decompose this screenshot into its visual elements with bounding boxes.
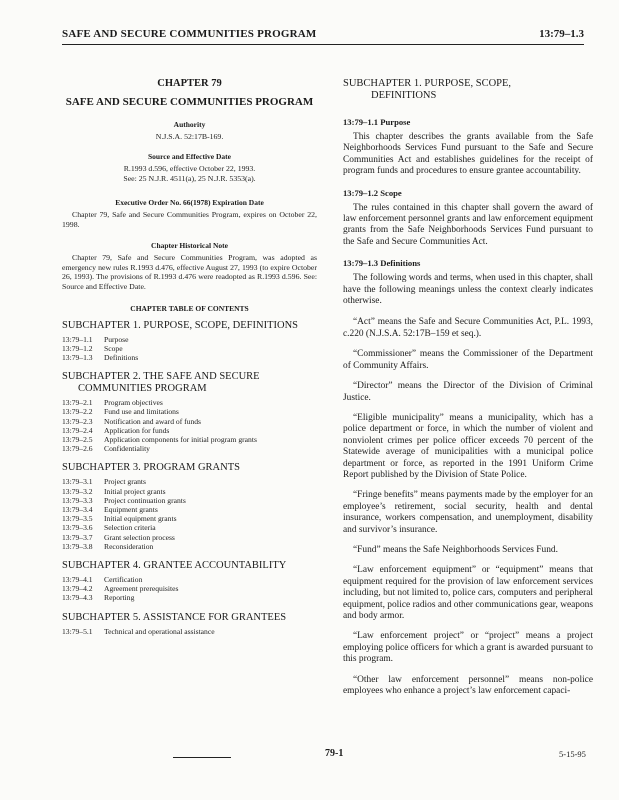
toc-item [62,477,317,486]
toc-item-label: Selection criteria [104,523,156,533]
toc-item [62,426,317,435]
toc-item [62,407,317,416]
toc-item [62,344,317,353]
toc-item-label: Technical and operational assistance [104,626,215,636]
toc-subchapter-4 [62,560,317,572]
authority-text: N.J.S.A. 52:17B-169. [155,132,224,141]
subchapter-heading [343,78,593,102]
toc-item-number: 13:79–2.5 [62,434,93,444]
toc-item-number: 13:79–3.7 [62,532,93,542]
chapter-title: SAFE AND SECURE COMMUNITIES PROGRAM [65,96,314,108]
toc-item-label: Fund use and limitations [104,407,179,417]
source-line-1: R.1993 d.596, effective October 22, 1993. [123,164,256,173]
header-section-number: 13:79–1.3 [539,28,584,40]
toc-item-number: 13:79–4.3 [62,593,93,603]
footer-rule [173,757,231,758]
section-text-scope: The rules contained in this chapter shall govern the award of law enforcement personnel grants and law enforcement equipment grants from the Safe Neighborhoods Services Fund pursuant to the Safe and Secure Communities Act. [343,202,593,247]
toc-item [62,533,317,542]
definition-item: “Commissioner” means the Commissioner of the Department of Community Affairs. [343,349,593,371]
right-column [343,78,593,706]
section-heading-scope: 13:79–1.2 Scope [343,187,402,198]
chapter-number: CHAPTER 79 [157,78,222,89]
toc-item [62,505,317,514]
toc-item-label: Confidentiality [104,444,150,454]
toc-subchapter-1-title: SUBCHAPTER 1. PURPOSE, SCOPE, DEFINITIONS [62,319,298,331]
toc-subchapter-1 [62,320,317,332]
definition-item: “Other law enforcement personnel” means non-police employees who enhance a project’s law enforcement capaci- [343,674,593,697]
toc-item-number: 13:79–3.6 [62,523,93,533]
header-title: SAFE AND SECURE COMMUNITIES PROGRAM [62,28,317,40]
toc-item [62,417,317,426]
historical-note-heading: Chapter Historical Note [151,241,228,251]
toc-list-sub4 [62,575,317,603]
toc-subchapter-3 [62,462,317,474]
toc-item-number: 13:79–4.1 [62,575,93,585]
source-text [62,164,317,184]
toc-item-number: 13:79–2.3 [62,416,93,426]
toc-title: CHAPTER TABLE OF CONTENTS [130,303,249,313]
subchapter-heading-line-1: SUBCHAPTER 1. PURPOSE, SCOPE, [343,78,512,89]
subchapter-heading-line-2: DEFINITIONS [371,90,437,101]
toc-item-number: 13:79–2.4 [62,425,93,435]
toc-subchapter-2-title: SUBCHAPTER 2. THE SAFE AND SECURE [62,371,260,383]
page-number: 79-1 [325,748,344,759]
toc-item-label: Scope [104,343,123,353]
toc-item-label: Reporting [104,593,135,603]
toc-subchapter-2 [62,371,317,395]
toc-item [62,542,317,551]
supplement-date: 5-15-95 [559,749,586,759]
toc-item-label: Purpose [104,334,129,344]
toc-item-label: Project continuation grants [104,495,186,505]
toc-item-number: 13:79–3.5 [62,514,93,524]
toc-item [62,353,317,362]
toc-item-label: Certification [104,575,143,585]
toc-subchapter-2-title-cont: COMMUNITIES PROGRAM [78,383,207,395]
toc-subchapter-4-title: SUBCHAPTER 4. GRANTEE ACCOUNTABILITY [62,560,287,572]
toc-item-number: 13:79–1.2 [62,343,93,353]
running-header [62,28,584,45]
toc-item [62,523,317,532]
definition-item: “Fund” means the Safe Neighborhoods Services Fund. [353,544,558,555]
toc-item-number: 13:79–1.1 [62,334,93,344]
toc-item-number: 13:79–4.2 [62,584,93,594]
toc-item [62,584,317,593]
toc-subchapter-5 [62,612,317,624]
toc-item-label: Definitions [104,352,139,362]
toc-item-label: Initial project grants [104,486,166,496]
executive-order-text: Chapter 79, Safe and Secure Communities Program, expires on October 22, 1998. [62,210,317,229]
toc-item-number: 13:79–3.4 [62,505,93,514]
toc-item-number: 13:79–3.3 [62,495,93,505]
toc-list-sub2 [62,398,317,453]
authority-heading: Authority [173,120,206,129]
toc-item-number: 13:79–3.1 [62,477,93,487]
toc-item [62,398,317,407]
toc-item-label: Application for funds [104,425,170,435]
toc-item-number: 13:79–3.8 [62,541,93,551]
toc-item-label: Equipment grants [104,505,158,514]
definition-item: “Director” means the Director of the Division of Criminal Justice. [343,381,593,403]
source-line-2: See: 25 N.J.R. 4511(a), 25 N.J.R. 5353(a). [123,174,256,183]
toc-list-sub5 [62,627,317,636]
toc-subchapter-5-title: SUBCHAPTER 5. ASSISTANCE FOR GRANTEES [62,611,287,623]
section-heading-definitions: 13:79–1.3 Definitions [343,258,421,269]
toc-item-label: Application components for initial program grants [104,434,257,444]
toc-item-label: Initial equipment grants [104,514,177,524]
toc-list-sub1 [62,335,317,363]
toc-item-number: 13:79–2.1 [62,398,93,408]
definition-item: “Eligible municipality” means a municipality, which has a police department or force, in which the number of violent and nonviolent crimes per police officer exceeds 70 percent of the Statewide average of municipalities with a municipal police department or force, as reported in the 1991 Uniform Crime Report published by the Division of State Police. [343,412,593,480]
executive-order-heading: Executive Order No. 66(1978) Expiration Date [115,198,264,207]
toc-item-number: 13:79–2.6 [62,444,93,454]
toc-item-number: 13:79–3.2 [62,486,93,496]
toc-item [62,487,317,496]
toc-item-label: Program objectives [104,398,163,408]
definition-item: “Act” means the Safe and Secure Communities Act, P.L. 1993, c.220 (N.J.S.A. 52:17B–159 et seq.). [343,317,593,339]
section-heading-purpose: 13:79–1.1 Purpose [343,117,411,127]
source-heading: Source and Effective Date [148,152,231,161]
toc-item-label: Project grants [104,477,146,487]
toc-item [62,335,317,344]
toc-item-number: 13:79–1.3 [62,352,93,362]
toc-item [62,444,317,453]
toc-item [62,627,317,636]
definitions-intro: The following words and terms, when used in this chapter, shall have the following meanings unless the context clearly indicates otherwise. [343,273,593,307]
toc-item [62,593,317,602]
section-text-purpose: This chapter describes the grants available from the Safe Neighborhoods Services Fund pursuant to the Safe and Secure Communities Act and establishes guidelines for the receipt of program funds and procedures to ensure grantee accountability. [343,132,593,177]
toc-item-number: 13:79–2.2 [62,407,93,417]
toc-item-number: 13:79–5.1 [62,626,93,636]
toc-item-label: Grant selection process [104,532,175,542]
definition-item: “Law enforcement project” or “project” means a project employing police officers for which a grant is awarded pursuant to this program. [343,631,593,665]
toc-item-label: Reconsideration [104,541,154,551]
toc-list-sub3 [62,477,317,551]
toc-item [62,496,317,505]
toc-item-label: Notification and award of funds [104,416,202,426]
toc-item [62,514,317,523]
toc-item [62,575,317,584]
toc-subchapter-3-title: SUBCHAPTER 3. PROGRAM GRANTS [62,462,240,474]
definition-item: “Law enforcement equipment” or “equipment” means that equipment required for the provision of law enforcement services including, but not limited to, police cars, computers and peripheral equipment, police radios and other communications gear, weapons and body armor. [343,565,593,621]
left-column [62,78,317,645]
definition-item: “Fringe benefits” means payments made by the employer for an employee’s retirement, social security, health and dental insurance, workers compensation, and unemployment, disability and survivor’s insurance. [343,490,593,535]
historical-note-text: Chapter 79, Safe and Secure Communities Program, was adopted as emergency new rules R.1993 d.476, effective August 27, 1993 (to expire October 26, 1993). The provisions of R.1993 d.476 were readopted as R.1993 d.596. See: Source and Effective Date. [62,253,317,291]
toc-item [62,435,317,444]
toc-item-label: Agreement prerequisites [104,584,179,594]
